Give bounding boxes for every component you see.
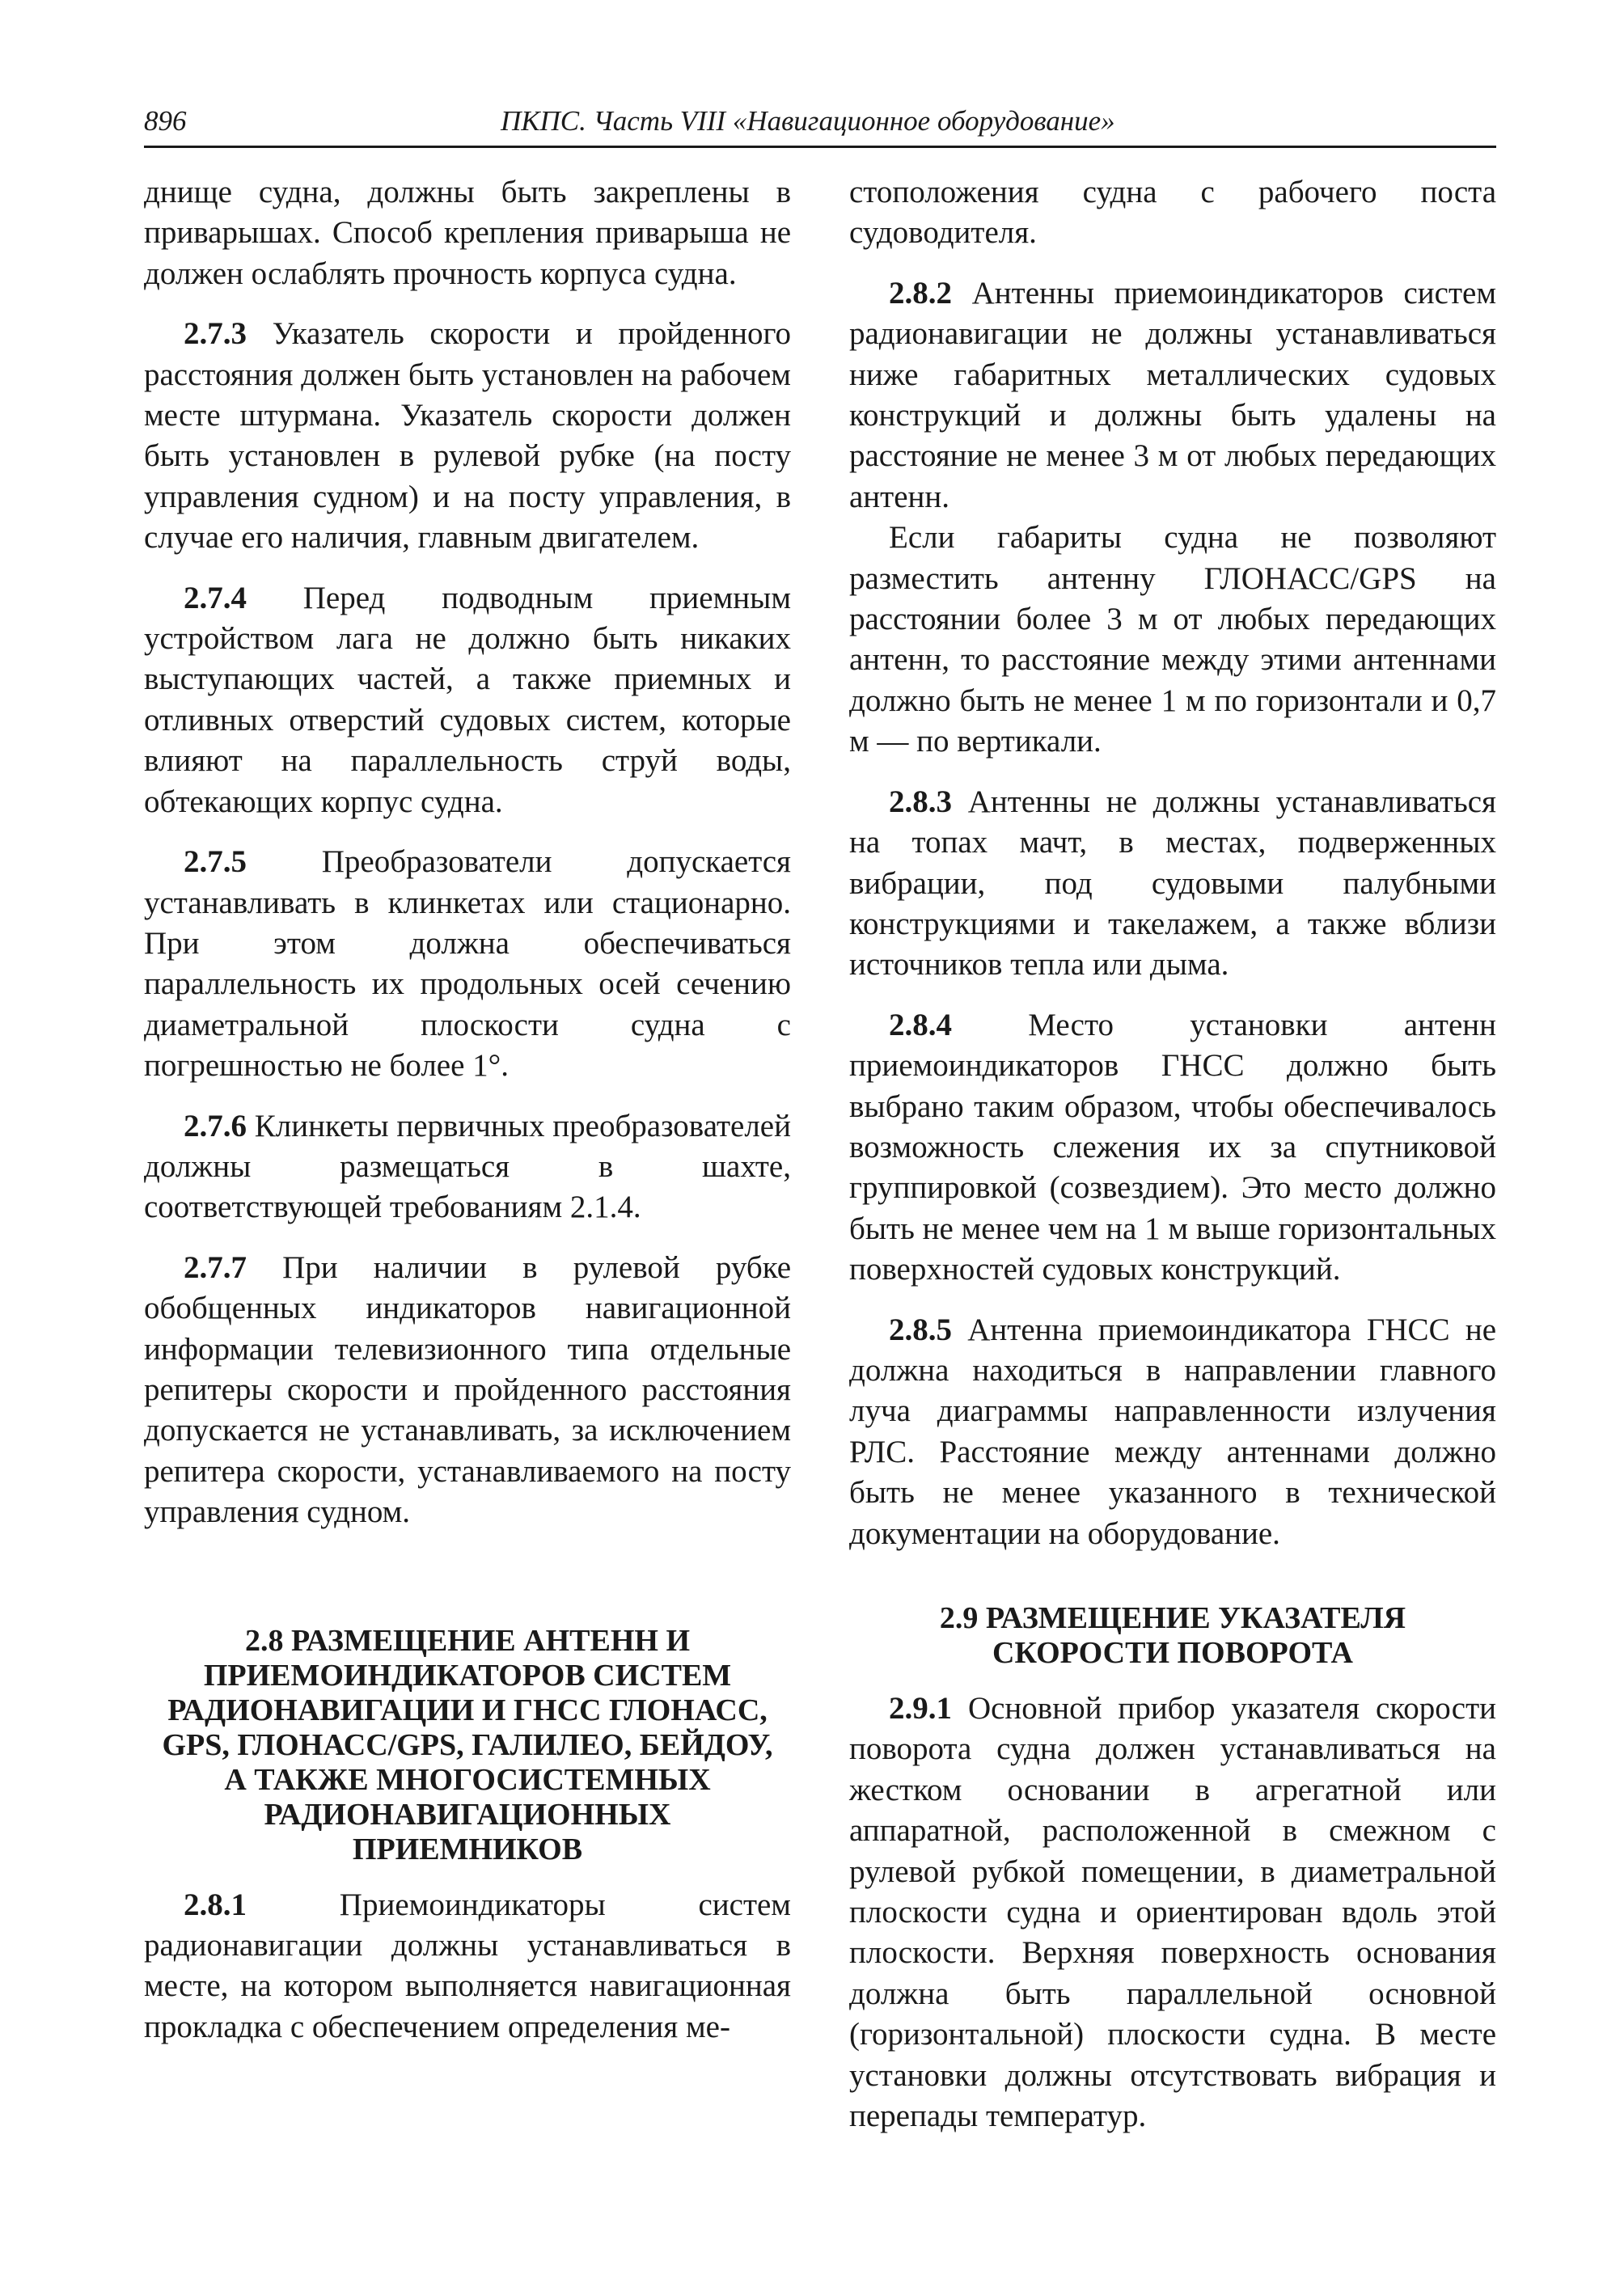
section-heading-2-9: 2.9 РАЗМЕЩЕНИЕ УКАЗАТЕЛЯ СКОРОСТИ ПОВОРОТА	[939, 1601, 1406, 1670]
paragraph-2-8-2-continued: Если габариты судна не позволяют разместить антенну ГЛОНАСС/GPS на расстоянии более 3 м от любых передающих антенн, то расстояние между этими антеннами должно быть не менее 1 м по горизонтали и 0,7 м — по вертикали.	[849, 520, 1496, 759]
clause-number: 2.8.1	[184, 1887, 247, 1922]
paragraph-2-8-1	[144, 1885, 791, 2048]
paragraph-2-7-3	[144, 314, 791, 558]
clause-number: 2.7.6	[184, 1108, 247, 1143]
clause-number: 2.8.2	[889, 275, 952, 311]
paragraph-2-7-6	[144, 1106, 791, 1228]
clause-number: 2.8.3	[889, 784, 952, 819]
running-title: ПКПС. Часть VIII «Навигационное оборудование»	[501, 105, 1115, 137]
clause-text: Место установки антенн приемоиндикаторов ГНСС должно быть выбрано таким образом, чтобы обеспечивалось возможность слежения их за спутниковой группировкой (созвездием). Это место должно быть не менее чем на 1 м выше горизонтальных поверхностей судовых конструкций.	[849, 1007, 1496, 1287]
clause-text: Основной прибор указателя скорости поворота судна должен устанавливаться на жестком основании в агрегатной или аппаратной, расположенной в смежном с рулевой рубкой помещении, в диаметральной плоскости судна и ориентирован вдоль этой плоскости. Верхняя поверхность основания должна быть параллельной основной (горизонтальной) плоскости судна. В месте установки должны отсутствовать вибрация и перепады температур.	[849, 1691, 1496, 2134]
paragraph-2-8-4	[849, 1005, 1496, 1291]
clause-text: Перед подводным приемным устройством лага не должно быть никаких выступающих частей, а также приемных и отливных отверстий судовых систем, которые влияют на параллельность струй воды, обтекающих корпус судна.	[144, 580, 791, 819]
right-column	[849, 172, 1496, 2137]
clause-number: 2.7.5	[184, 844, 247, 880]
paragraph-2-8-2	[849, 273, 1496, 518]
paragraph-2-7-5	[144, 842, 791, 1086]
clause-text: Указатель скорости и пройденного расстояния должен быть установлен на рабочем месте штурмана. Указатель скорости должен быть установлен в рулевой рубке (на посту управления судном) и на посту управления, в случае его наличия, главным двигателем.	[144, 316, 791, 556]
clause-number: 2.9.1	[889, 1691, 952, 1726]
clause-number: 2.7.3	[184, 316, 247, 352]
clause-text: Антенны не должны устанавливаться на топах мачт, в местах, подверженных вибрации, под судовыми палубными конструкциями и такелажем, а также вблизи источников тепла или дыма.	[849, 784, 1496, 983]
paragraph-2-7-4	[144, 578, 791, 822]
clause-text: Приемоиндикаторы систем радионавигации должны устанавливаться в месте, на котором выполняется навигационная прокладка с обеспечением определения ме-	[144, 1887, 791, 2044]
clause-text: При наличии в рулевой рубке обобщенных индикаторов навигационной информации телевизионного типа отдельные репитеры скорости и пройденного расстояния допускается не устанавливать, за исключением репитера скорости, устанавливаемого на посту управления судном.	[144, 1249, 791, 1530]
left-column	[144, 172, 791, 2048]
paragraph-2-9-1	[849, 1689, 1496, 2137]
clause-text: Преобразователи допускается устанавливать в клинкетах или стационарно. При этом должна обеспечиваться параллельность их продольных осей сечению диаметральной плоскости судна с погрешностью не более 1°.	[144, 844, 791, 1084]
page-number: 896	[144, 105, 187, 137]
clause-text: Антенны приемоиндикаторов систем радионавигации не должны устанавливаться ниже габаритных металлических судовых конструкций и должны быть удалены на расстояние не менее 3 м от любых передающих антенн.	[849, 275, 1496, 514]
clause-text: Антенна приемоиндикатора ГНСС не должна находиться в направлении главного луча диаграммы направленности излучения РЛС. Расстояние между антеннами должно быть не менее указанного в технической документации на оборудование.	[849, 1312, 1496, 1551]
running-header	[144, 100, 1496, 148]
paragraph-continued: днище судна, должны быть закреплены в приварышах. Способ крепления приварыша не должен ослаблять прочность корпуса судна.	[144, 175, 791, 291]
clause-number: 2.7.7	[184, 1249, 247, 1285]
clause-text: Клинкеты первичных преобразователей должны размещаться в шахте, соответствующей требованиям 2.1.4.	[144, 1108, 791, 1225]
paragraph-2-8-5	[849, 1310, 1496, 1554]
section-heading-2-8: 2.8 РАЗМЕЩЕНИЕ АНТЕНН И ПРИЕМОИНДИКАТОРОВ СИСТЕМ РАДИОНАВИГАЦИИ И ГНСС ГЛОНАСС, GPS, ГЛОНАСС/GPS, ГАЛИЛЕО, БЕЙДОУ, А ТАКЖЕ МНОГОСИСТЕМНЫХ РАДИОНАВИГАЦИОННЫХ ПРИЕМНИКОВ	[162, 1623, 773, 1866]
clause-number: 2.8.5	[889, 1312, 952, 1347]
paragraph-2-8-3	[849, 782, 1496, 986]
paragraph-continued: стоположения судна с рабочего поста судоводителя.	[849, 175, 1496, 251]
paragraph-2-7-7	[144, 1248, 791, 1533]
clause-number: 2.8.4	[889, 1007, 952, 1042]
clause-number: 2.7.4	[184, 580, 247, 615]
